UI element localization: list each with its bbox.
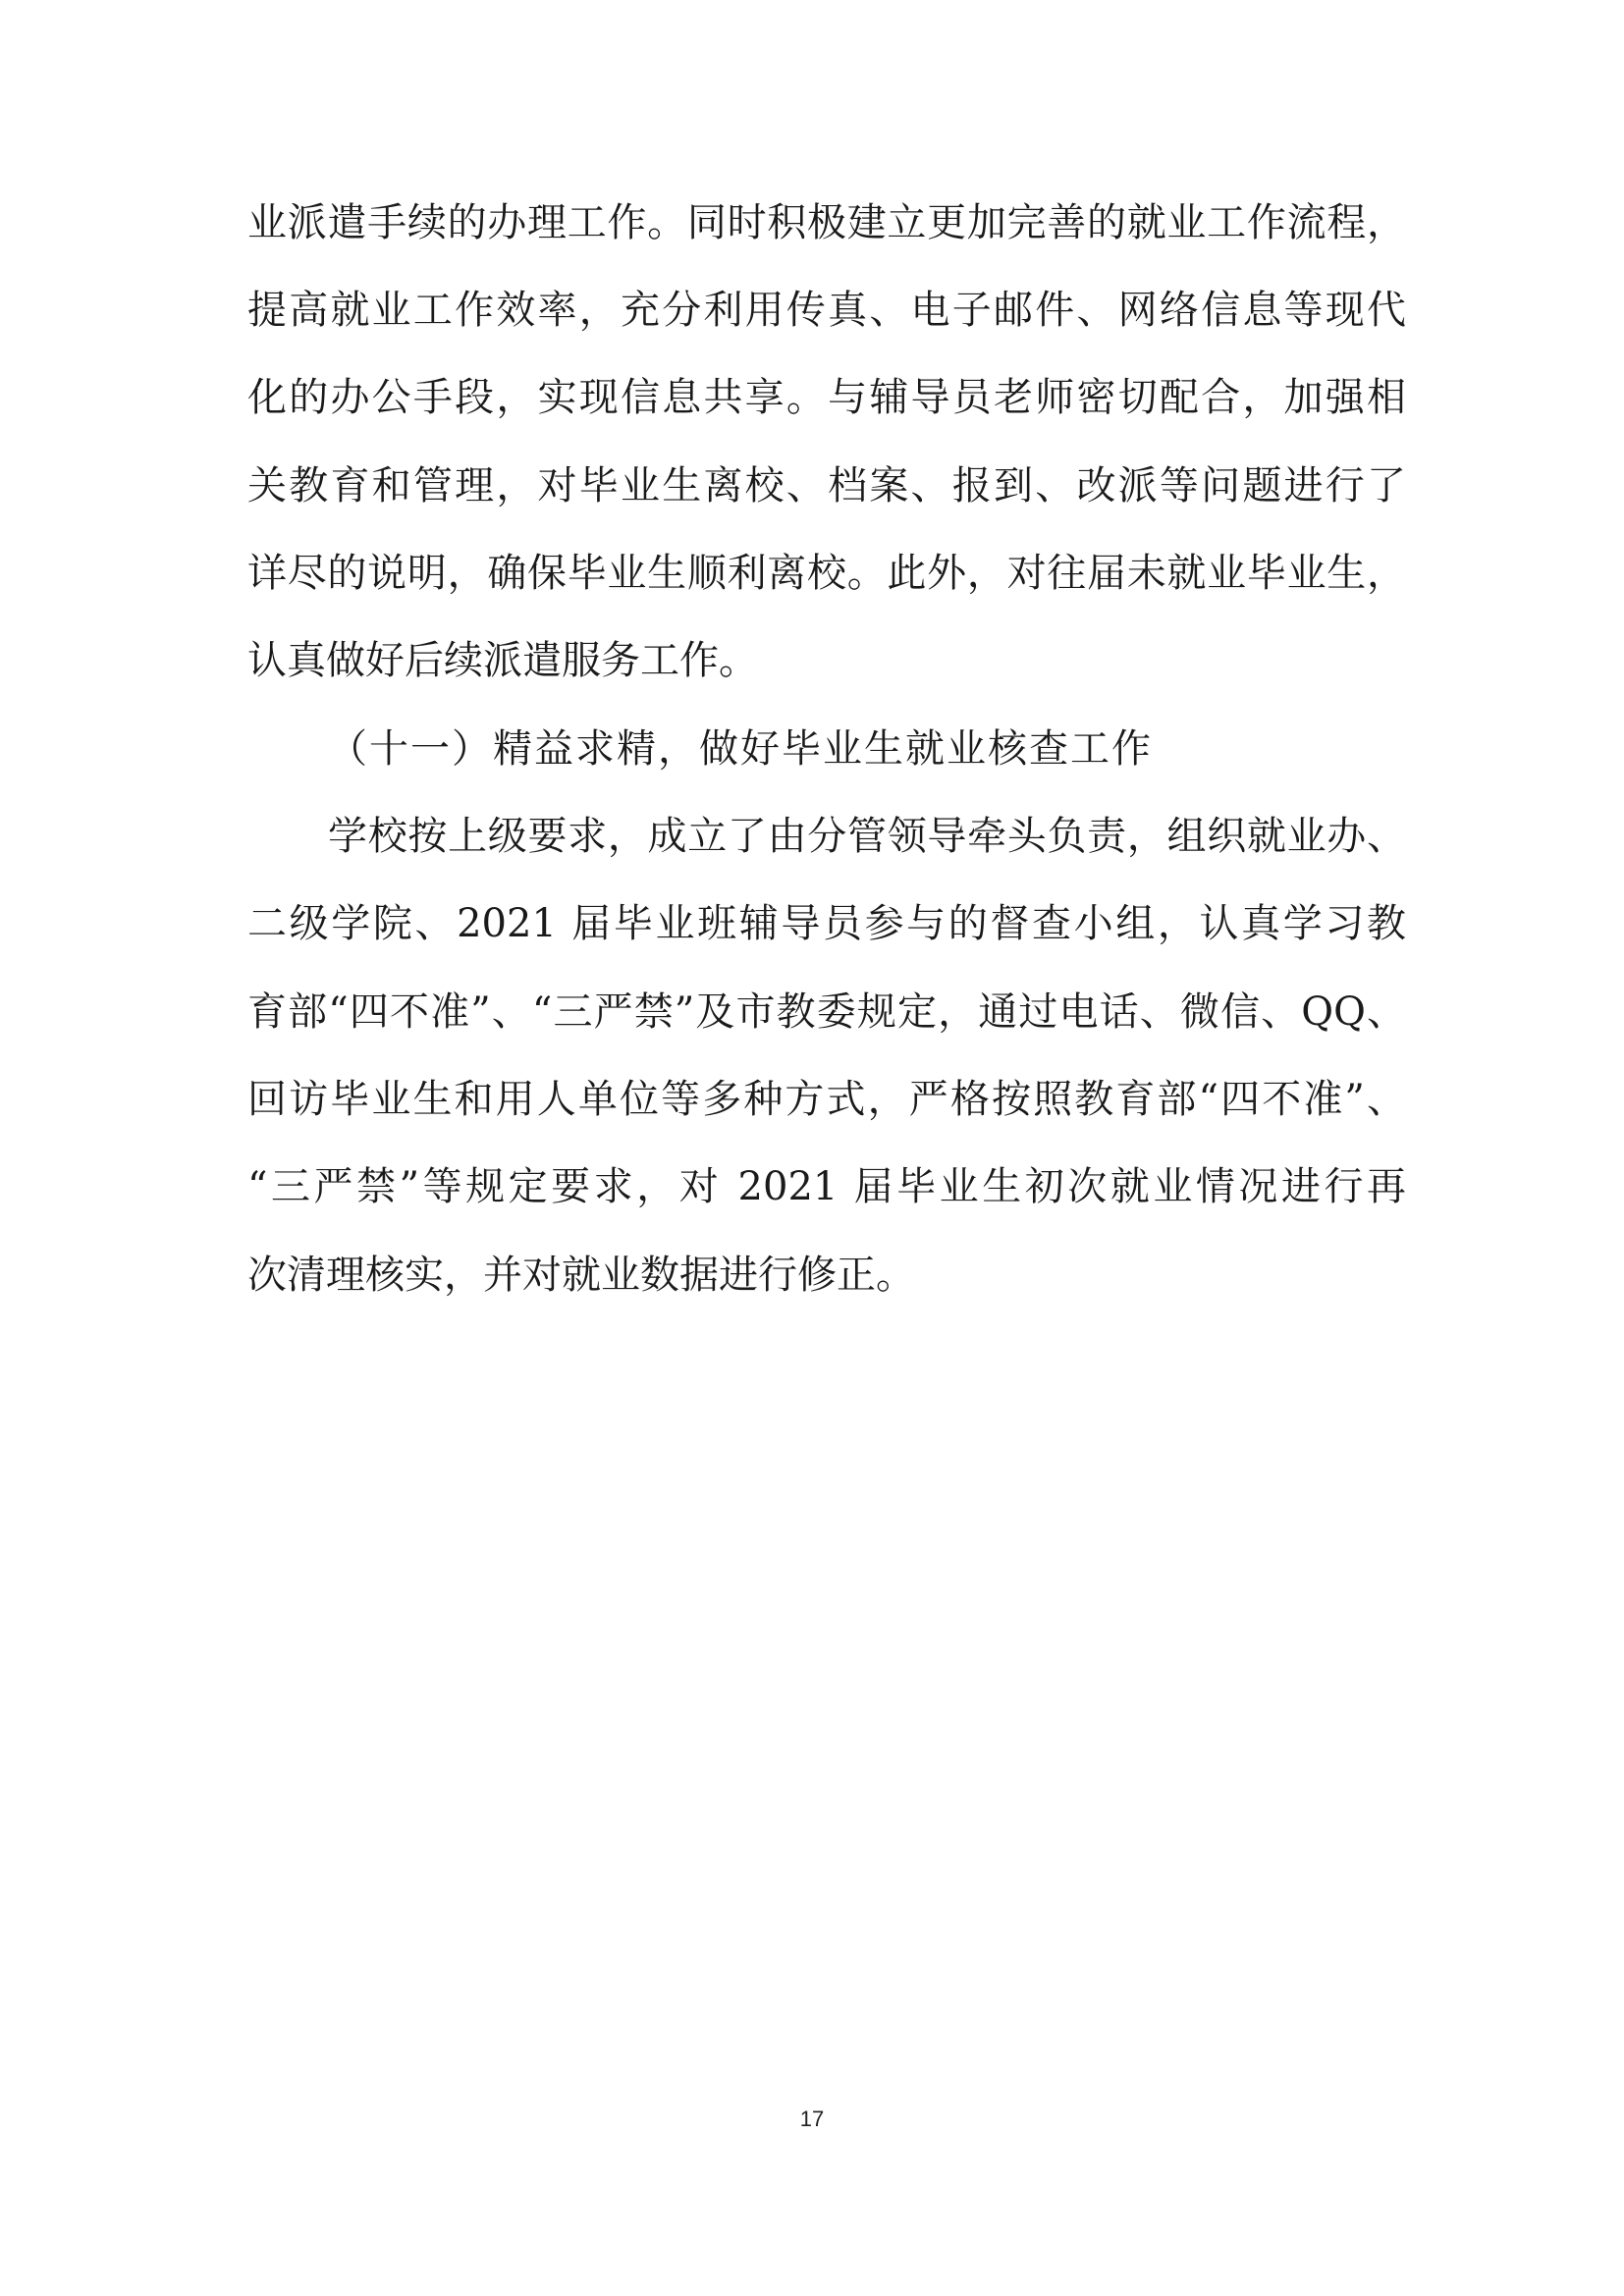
paragraph-line: 关教育和管理，对毕业生离校、档案、报到、改派等问题进行了	[247, 463, 1406, 508]
paragraph-line: 提高就业工作效率，充分利用传真、电子邮件、网络信息等现代	[247, 288, 1406, 333]
paragraph-line: 学校按上级要求，成立了由分管领导牵头负责，组织就业办、	[328, 814, 1406, 859]
paragraph-line: 化的办公手段，实现信息共享。与辅导员老师密切配合，加强相	[247, 375, 1406, 420]
paragraph-line: 育部“四不准”、“三严禁”及市教委规定，通过电话、微信、QQ、	[247, 989, 1406, 1035]
paragraph-line: 二级学院、2021 届毕业班辅导员参与的督查小组，认真学习教	[247, 901, 1406, 946]
section-heading: （十一）精益求精，做好毕业生就业核查工作	[328, 726, 1153, 772]
paragraph-line: 认真做好后续派遣服务工作。	[247, 638, 758, 683]
page-number: 17	[799, 2107, 825, 2131]
paragraph-line: 业派遣手续的办理工作。同时积极建立更加完善的就业工作流程，	[247, 200, 1406, 245]
paragraph-line: “三严禁”等规定要求，对 2021 届毕业生初次就业情况进行再	[247, 1164, 1406, 1209]
paragraph-line: 次清理核实，并对就业数据进行修正。	[247, 1253, 915, 1298]
paragraph-line: 详尽的说明，确保毕业生顺利离校。此外，对往届未就业毕业生，	[247, 551, 1406, 596]
paragraph-line: 回访毕业生和用人单位等多种方式，严格按照教育部“四不准”、	[247, 1077, 1406, 1122]
